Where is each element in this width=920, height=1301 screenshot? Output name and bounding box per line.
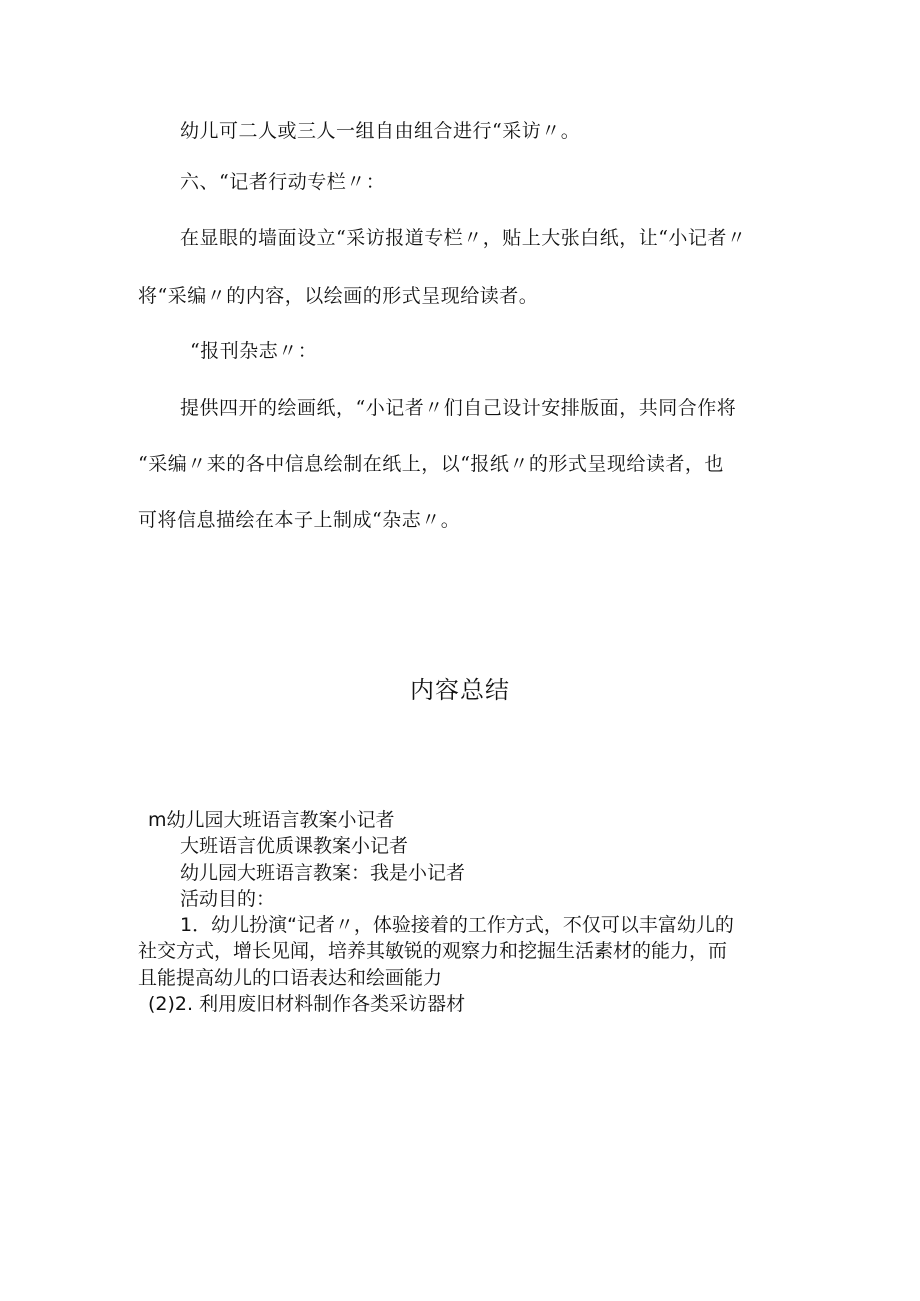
paragraph-line-1: 幼儿可二人或三人一组自由组合进行“采访〃。	[180, 120, 581, 142]
summary-line-1: m幼儿园大班语言教案小记者	[148, 809, 395, 831]
summary-title: 内容总结	[410, 676, 510, 704]
paragraph-line-8: 可将信息描绘在本子上制成“杂志〃。	[138, 509, 461, 531]
summary-line-5: 1．幼儿扮演“记者〃，体验接着的工作方式，不仅可以丰富幼儿的	[180, 914, 734, 936]
summary-line-3: 幼儿园大班语言教案：我是小记者	[180, 862, 466, 884]
paragraph-line-7: “采编〃来的各中信息绘制在纸上，以“报纸〃的形式呈现给读者，也	[138, 453, 724, 475]
summary-line-8: (2)2. 利用废旧材料制作各类采访器材	[148, 993, 466, 1015]
summary-line-2: 大班语言优质课教案小记者	[180, 835, 409, 857]
section-heading-six: 六、“记者行动专栏〃：	[180, 171, 386, 193]
section-heading-magazine: “报刊杂志〃：	[190, 340, 318, 362]
summary-line-4: 活动目的：	[180, 888, 276, 910]
paragraph-line-3: 在显眼的墙面设立“采访报道专栏〃，贴上大张白纸，让“小记者〃	[180, 227, 747, 249]
paragraph-line-6: 提供四开的绘画纸，“小记者〃们自己设计安排版面，共同合作将	[180, 397, 737, 419]
summary-line-6: 社交方式，增长见闻，培养其敏锐的观察力和挖掘生活素材的能力，而	[138, 940, 728, 962]
summary-line-7: 且能提高幼儿的口语表达和绘画能力	[138, 967, 443, 989]
paragraph-line-4: 将“采编〃的内容，以绘画的形式呈现给读者。	[138, 285, 539, 307]
